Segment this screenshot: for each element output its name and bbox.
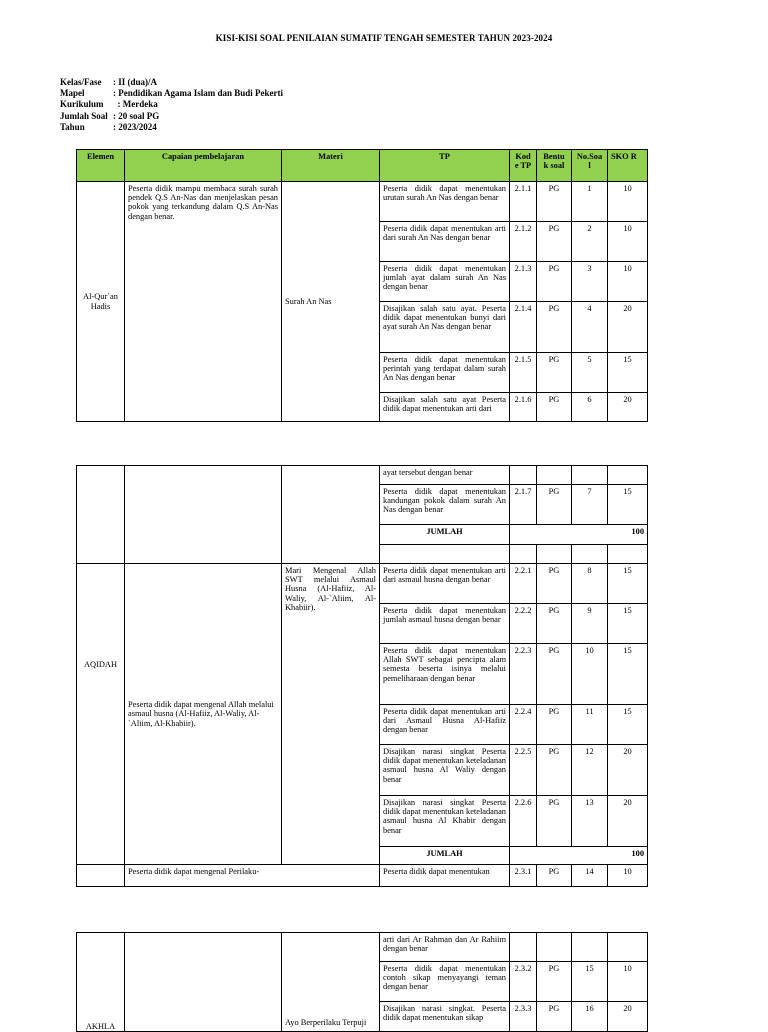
materi-cell: [282, 933, 380, 1032]
jumlah-label: JUMLAH: [380, 525, 510, 545]
tp-cell: Disajikan salah satu ayat Peserta didik dapat menentukan arti dari: [380, 393, 510, 422]
materi-cell: [282, 466, 380, 564]
skor-cell: 15: [608, 705, 648, 745]
table-row: [77, 564, 648, 604]
tp-cell: Disajikan narasi singkat. Peserta didik dapat menentukan sikap: [380, 1002, 510, 1032]
skor-cell: 15: [608, 644, 648, 705]
skor-cell: 10: [608, 182, 648, 222]
skor-cell: 20: [608, 1002, 648, 1032]
no-cell: 7: [572, 485, 608, 525]
bentuk-cell: PG: [537, 262, 572, 302]
bentuk-cell: PG: [537, 485, 572, 525]
kode-cell: 2.1.7: [510, 485, 537, 525]
no-cell: [572, 933, 608, 962]
kode-cell: 2.2.2: [510, 604, 537, 644]
kode-cell: 2.2.5: [510, 745, 537, 796]
skor-cell: [608, 933, 648, 962]
kode-cell: 2.3.3: [510, 1002, 537, 1032]
materi-cell: Mari Mengenal Allah SWT melalui Asmaul Husna (Al-Hafiiz, Al-Waliy, Al-`Aliim, Al-Khabiir).: [282, 564, 380, 865]
table-header-row: [77, 150, 648, 182]
tp-cell: Peserta didik dapat menentukan arti dari asmaul husna dengan benar: [380, 564, 510, 604]
skor-cell: 15: [608, 353, 648, 393]
meta-value: : Pendidikan Agama Islam dan Budi Pekerti: [113, 88, 284, 99]
skor-cell: 10: [608, 262, 648, 302]
tp-cell: Disajikan salah satu ayat. Peserta didik dapat menentukan bunyi dari ayat surah An Nas dengan benar: [380, 302, 510, 353]
elemen-cell: [77, 466, 125, 564]
no-cell: 11: [572, 705, 608, 745]
capaian-cell: [125, 564, 282, 865]
bentuk-cell: PG: [537, 644, 572, 705]
elemen-cell: [77, 933, 125, 1032]
header-materi: Materi: [282, 150, 380, 182]
no-cell: 14: [572, 865, 608, 887]
kode-cell: [510, 545, 537, 564]
header-kode-tp: Kod e TP: [510, 150, 537, 182]
bentuk-cell: PG: [537, 962, 572, 1002]
kode-cell: 2.2.1: [510, 564, 537, 604]
meta-block: [60, 77, 283, 133]
tp-cell: [380, 545, 510, 564]
jumlah-value: 100: [510, 847, 648, 865]
bentuk-cell: PG: [537, 564, 572, 604]
no-cell: 15: [572, 962, 608, 1002]
skor-cell: 20: [608, 302, 648, 353]
bentuk-cell: PG: [537, 796, 572, 847]
elemen-cell: AQIDAH: [77, 564, 125, 865]
tp-cell: Peserta didik dapat menentukan arti dari Asmaul Husna Al-Hafiiz dengan benar: [380, 705, 510, 745]
header-capaian: Capaian pembelajaran: [125, 150, 282, 182]
header-tp: TP: [380, 150, 510, 182]
table-row: [77, 933, 648, 962]
skor-cell: 15: [608, 485, 648, 525]
skor-cell: 10: [608, 865, 648, 887]
capaian-cell: Peserta didik dapat mengenal Perilaku-: [125, 865, 380, 887]
tp-cell: Peserta didik dapat menentukan: [380, 865, 510, 887]
meta-row-kelas: [60, 77, 283, 88]
no-cell: 10: [572, 644, 608, 705]
tp-cell: Peserta didik dapat menentukan Allah SWT sebagai pencipta alam semesta beserta isinya melalui pemeliharaan dengan benar: [380, 644, 510, 705]
meta-row-tahun: [60, 122, 283, 133]
elemen-text: AKHLA: [85, 1021, 116, 1031]
skor-cell: [608, 466, 648, 485]
materi-cell: Surah An Nas: [282, 182, 380, 422]
elemen-cell: [77, 865, 125, 887]
meta-row-jumlah-soal: [60, 111, 283, 122]
meta-label: Tahun: [60, 121, 85, 132]
kode-cell: 2.2.4: [510, 705, 537, 745]
kode-cell: [510, 933, 537, 962]
document-title: KISI-KISI SOAL PENILAIAN SUMATIF TENGAH SEMESTER TAHUN 2023-2024: [215, 33, 553, 43]
meta-row-mapel: [60, 88, 283, 99]
tp-cell: Disajikan narasi singkat Peserta didik dapat menentukan keteladanan asmaul husna Al Waliy dengan benar: [380, 745, 510, 796]
skor-cell: 10: [608, 222, 648, 262]
tp-cell: Peserta didik dapat menentukan jumlah ayat dalam surah An Nas dengan benar: [380, 262, 510, 302]
bentuk-cell: PG: [537, 1002, 572, 1032]
kode-cell: 2.1.2: [510, 222, 537, 262]
meta-label: Mapel: [60, 88, 85, 99]
no-cell: [572, 545, 608, 564]
bentuk-cell: [537, 933, 572, 962]
elemen-cell: Al-Qur`an Hadis: [77, 182, 125, 422]
bentuk-cell: PG: [537, 705, 572, 745]
kode-cell: 2.1.5: [510, 353, 537, 393]
materi-text: Ayo Berperilaku Terpuji: [285, 1017, 367, 1027]
skor-cell: 15: [608, 604, 648, 644]
tp-cell: Peserta didik dapat menentukan kandungan pokok dalam surah An Nas dengan benar: [380, 485, 510, 525]
kode-cell: 2.2.3: [510, 644, 537, 705]
skor-cell: 20: [608, 796, 648, 847]
capaian-text: Peserta didik dapat mengenal Allah melalui asmaul husna (Al-Hafiiz, Al-Waliy, Al-`Aliim, Al-Khabiir).: [128, 700, 274, 728]
bentuk-cell: PG: [537, 302, 572, 353]
meta-value: : Merdeka: [113, 99, 158, 110]
kode-cell: [510, 466, 537, 485]
capaian-cell: [125, 466, 282, 564]
skor-cell: 20: [608, 745, 648, 796]
meta-row-kurikulum: [60, 99, 283, 110]
no-cell: 8: [572, 564, 608, 604]
table-row: [77, 865, 648, 887]
no-cell: 13: [572, 796, 608, 847]
meta-label: Jumlah Soal: [60, 110, 108, 121]
meta-value: : 2023/2024: [113, 121, 157, 132]
bentuk-cell: PG: [537, 222, 572, 262]
table-page-3: [76, 932, 648, 1032]
skor-cell: 15: [608, 564, 648, 604]
meta-value: : II (dua)/A: [113, 77, 158, 87]
bentuk-cell: PG: [537, 182, 572, 222]
jumlah-label: JUMLAH: [380, 847, 510, 865]
skor-cell: 10: [608, 962, 648, 1002]
kode-cell: 2.2.6: [510, 796, 537, 847]
no-cell: 1: [572, 182, 608, 222]
bentuk-cell: PG: [537, 393, 572, 422]
no-cell: 16: [572, 1002, 608, 1032]
meta-value: : 20 soal PG: [113, 110, 160, 121]
jumlah-value: 100: [510, 525, 648, 545]
tp-cell: Peserta didik dapat menentukan urutan surah An Nas dengan benar: [380, 182, 510, 222]
no-cell: 6: [572, 393, 608, 422]
bentuk-cell: [537, 466, 572, 485]
skor-cell: 20: [608, 393, 648, 422]
skor-cell: [608, 545, 648, 564]
kode-cell: 2.1.6: [510, 393, 537, 422]
tp-cell: arti dari Ar Rahman dan Ar Rahiim dengan benar: [380, 933, 510, 962]
no-cell: 2: [572, 222, 608, 262]
bentuk-cell: PG: [537, 604, 572, 644]
bentuk-cell: PG: [537, 865, 572, 887]
no-cell: 4: [572, 302, 608, 353]
no-cell: [572, 466, 608, 485]
capaian-cell: [125, 933, 282, 1032]
table-row: [77, 466, 648, 485]
kode-cell: 2.1.1: [510, 182, 537, 222]
no-cell: 3: [572, 262, 608, 302]
no-cell: 9: [572, 604, 608, 644]
kode-cell: 2.1.3: [510, 262, 537, 302]
bentuk-cell: PG: [537, 745, 572, 796]
tp-cell: ayat tersebut dengan benar: [380, 466, 510, 485]
tp-cell: Peserta didik dapat menentukan jumlah asmaul husna dengan benar: [380, 604, 510, 644]
table-page-2: [76, 465, 648, 887]
table-row: [77, 182, 648, 222]
tp-cell: Disajikan narasi singkat Peserta didik dapat menentukan keteladanan asmaul husna Al Khabir dengan benar: [380, 796, 510, 847]
kode-cell: 2.3.1: [510, 865, 537, 887]
no-cell: 5: [572, 353, 608, 393]
bentuk-cell: [537, 545, 572, 564]
meta-label: Kelas/Fase: [60, 77, 102, 87]
header-elemen: Elemen: [77, 150, 125, 182]
tp-cell: Peserta didik dapat menentukan perintah yang terdapat dalam surah An Nas dengan benar: [380, 353, 510, 393]
table-page-1: [76, 149, 648, 422]
header-bentuk-soal: Bentu k soal: [537, 150, 572, 182]
header-no-soal: No.Soa l: [572, 150, 608, 182]
header-skor: SKO R: [608, 150, 648, 182]
kode-cell: 2.3.2: [510, 962, 537, 1002]
kode-cell: 2.1.4: [510, 302, 537, 353]
tp-cell: Peserta didik dapat menentukan arti dari surah An Nas dengan benar: [380, 222, 510, 262]
meta-label: Kurikulum: [60, 99, 104, 110]
capaian-cell: Peserta didik mampu membaca surah surah pendek Q.S An-Nas dan menjelaskan pesan pokok yang terkandung dalam Q.S An-Nas dengan benar.: [125, 182, 282, 422]
bentuk-cell: PG: [537, 353, 572, 393]
no-cell: 12: [572, 745, 608, 796]
tp-cell: Peserta didik dapat menentukan contoh sikap menyayangi teman dengan benar: [380, 962, 510, 1002]
